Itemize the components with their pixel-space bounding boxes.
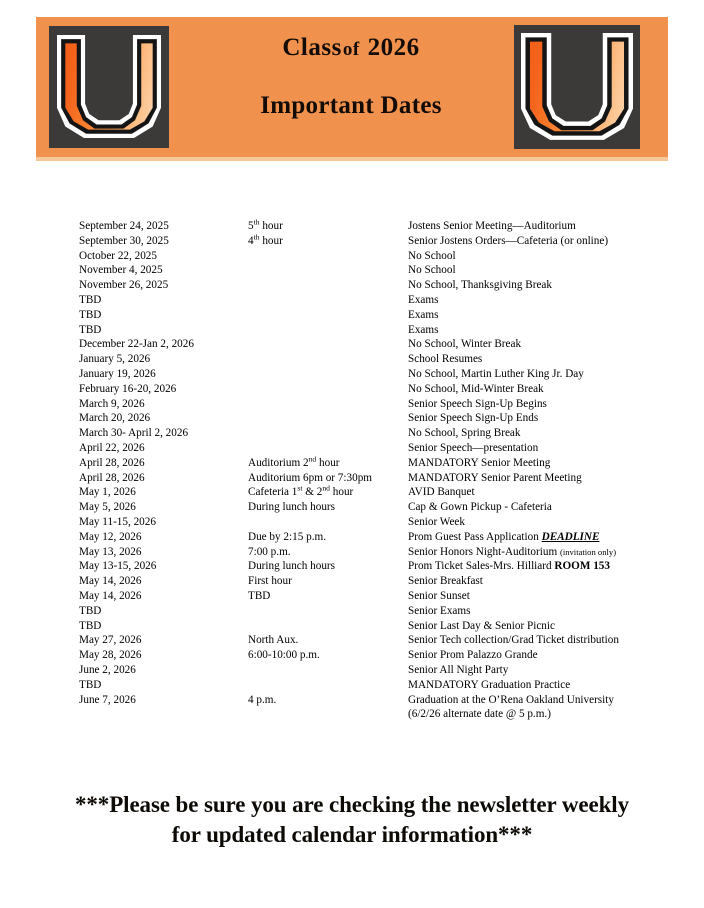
table-row <box>79 559 679 574</box>
cell-event: Prom Guest Pass Application DEADLINE <box>408 530 600 543</box>
table-row <box>79 515 679 530</box>
cell-time <box>248 352 408 367</box>
cell-event: MANDATORY Graduation Practice <box>408 678 571 691</box>
cell-event: Exams <box>408 323 439 336</box>
table-row <box>79 352 679 367</box>
event-note: (invitation only) <box>559 546 617 557</box>
cell-date: May 5, 2026 <box>79 501 136 514</box>
cell-event: No School <box>408 264 456 277</box>
cell-date: November 26, 2025 <box>79 279 169 292</box>
school-u-logo-left <box>49 26 169 148</box>
table-row <box>79 693 679 708</box>
cell-event: Exams <box>408 293 439 306</box>
cell-time: Cafeteria 1st & 2nd hour <box>248 483 354 499</box>
table-row <box>79 619 679 634</box>
table-row <box>79 663 679 678</box>
table-row <box>79 337 679 352</box>
cell-time <box>248 293 408 308</box>
footer-notice <box>0 790 704 850</box>
table-body <box>79 219 679 722</box>
cell-date: March 20, 2026 <box>79 412 151 425</box>
cell-time <box>248 263 408 278</box>
cell-date: January 5, 2026 <box>79 353 151 366</box>
cell-date: May 11-15, 2026 <box>79 515 156 528</box>
cell-date: May 27, 2026 <box>79 634 142 647</box>
cell-time <box>248 382 408 397</box>
cell-event: No School, Spring Break <box>408 427 521 440</box>
cell-event: Senior Prom Palazzo Grande <box>408 649 538 662</box>
table-row <box>79 678 679 693</box>
cell-time: Auditorium 2nd hour <box>248 454 340 469</box>
cell-event: Senior Sunset <box>408 589 470 602</box>
cell-event: No School, Thanksgiving Break <box>408 279 552 292</box>
cell-time <box>248 367 408 382</box>
cell-date: April 22, 2026 <box>79 441 145 454</box>
cell-date: April 28, 2026 <box>79 456 145 469</box>
cell-time <box>248 397 408 412</box>
cell-time <box>248 707 408 722</box>
block-u-graphic <box>521 33 633 141</box>
cell-date: January 19, 2026 <box>79 367 156 380</box>
cell-date: TBD <box>79 323 102 336</box>
table-row <box>79 249 679 264</box>
table-row <box>79 707 679 722</box>
cell-time <box>248 441 408 456</box>
deadline-emphasis: DEADLINE <box>541 530 600 543</box>
table-row <box>79 426 679 441</box>
table-row <box>79 308 679 323</box>
cell-time <box>248 678 408 693</box>
table-row <box>79 545 679 560</box>
cell-time: During lunch hours <box>248 560 336 573</box>
cell-event: No School, Martin Luther King Jr. Day <box>408 367 584 380</box>
cell-time <box>248 323 408 338</box>
cell-date: May 14, 2026 <box>79 575 142 588</box>
school-u-logo-right <box>514 25 640 149</box>
ordinal-suffix: th <box>253 217 260 227</box>
cell-date: May 13-15, 2026 <box>79 560 157 573</box>
table-row <box>79 278 679 293</box>
cell-time: 6:00-10:00 p.m. <box>248 649 320 662</box>
title-year: 2026 <box>367 34 420 61</box>
cell-date: May 14, 2026 <box>79 589 142 602</box>
cell-time: 5th hour <box>248 217 283 232</box>
cell-time: North Aux. <box>248 634 299 647</box>
cell-date: September 24, 2025 <box>79 220 169 232</box>
page-title-line2: Important Dates <box>260 92 442 119</box>
cell-date: February 16-20, 2026 <box>79 382 177 395</box>
cell-event: Graduation at the O’Rena Oakland University <box>408 693 614 706</box>
cell-event: Senior Last Day & Senior Picnic <box>408 619 555 632</box>
cell-date: March 30- April 2, 2026 <box>79 427 189 440</box>
table-row <box>79 648 679 663</box>
cell-time <box>248 249 408 264</box>
cell-event: Senior Week <box>408 515 465 528</box>
table-row <box>79 263 679 278</box>
cell-date: May 28, 2026 <box>79 649 142 662</box>
cell-time: 7:00 p.m. <box>248 545 291 558</box>
cell-date: October 22, 2025 <box>79 249 157 262</box>
footer-line-2: for updated calendar information*** <box>171 822 533 847</box>
table-row <box>79 574 679 589</box>
cell-event: Senior Speech Sign-Up Begins <box>408 397 547 410</box>
cell-time <box>248 619 408 634</box>
table-row <box>79 441 679 456</box>
table-row <box>79 367 679 382</box>
cell-event: Jostens Senior Meeting—Auditorium <box>408 220 576 232</box>
table-row <box>79 633 679 648</box>
cell-time: TBD <box>248 589 271 602</box>
cell-event: MANDATORY Senior Parent Meeting <box>408 471 582 484</box>
cell-date: TBD <box>79 293 102 306</box>
cell-date: May 1, 2026 <box>79 486 136 499</box>
cell-date: TBD <box>79 308 102 321</box>
cell-event: Prom Ticket Sales-Mrs. Hilliard ROOM 153 <box>408 560 610 573</box>
cell-event: No School, Mid-Winter Break <box>408 382 544 395</box>
table-row <box>79 500 679 515</box>
table-row <box>79 293 679 308</box>
cell-event: Senior Speech—presentation <box>408 441 539 454</box>
table-row <box>79 604 679 619</box>
room-number: ROOM 153 <box>554 560 610 573</box>
cell-event: AVID Banquet <box>408 486 475 499</box>
cell-event: No School <box>408 249 456 262</box>
table-row <box>79 323 679 338</box>
ordinal-suffix: nd <box>308 454 317 464</box>
page-title-line1 <box>186 31 516 67</box>
banner-bottom-rule <box>36 157 668 161</box>
cell-time: 4th hour <box>248 232 283 247</box>
cell-date: March 9, 2026 <box>79 397 145 410</box>
cell-time <box>248 278 408 293</box>
block-u-graphic <box>57 35 161 139</box>
footer-line-1: ***Please be sure you are checking the newsletter weekly <box>75 792 629 817</box>
cell-event: Exams <box>408 308 439 321</box>
cell-date: May 12, 2026 <box>79 530 142 543</box>
cell-date: June 2, 2026 <box>79 663 136 676</box>
table-row <box>79 411 679 426</box>
cell-time: Auditorium 6pm or 7:30pm <box>248 471 372 484</box>
cell-event: Senior All Night Party <box>408 663 509 676</box>
cell-date: June 7, 2026 <box>79 693 136 706</box>
table-row <box>79 234 679 249</box>
cell-time: 4 p.m. <box>248 693 277 706</box>
cell-date <box>79 707 248 722</box>
cell-time <box>248 426 408 441</box>
cell-event: Cap & Gown Pickup - Cafeteria <box>408 501 552 514</box>
cell-time: Due by 2:15 p.m. <box>248 530 326 543</box>
cell-time <box>248 604 408 619</box>
table-row <box>79 456 679 471</box>
table-row <box>79 471 679 486</box>
cell-time <box>248 411 408 426</box>
cell-date: April 28, 2026 <box>79 471 145 484</box>
title-of-word: of <box>342 39 360 60</box>
ordinal-suffix: st <box>297 483 303 493</box>
table-row <box>79 485 679 500</box>
table-row <box>79 530 679 545</box>
cell-event: Senior Exams <box>408 604 471 617</box>
cell-time <box>248 663 408 678</box>
cell-time <box>248 515 408 530</box>
cell-time: First hour <box>248 575 292 588</box>
cell-event: Senior Jostens Orders—Cafeteria (or online) <box>408 234 609 247</box>
title-class-word: Class <box>282 34 342 61</box>
cell-date: TBD <box>79 619 102 632</box>
cell-event: (6/2/26 alternate date @ 5 p.m.) <box>408 708 551 721</box>
cell-time <box>248 337 408 352</box>
header-banner <box>36 17 668 157</box>
cell-event: Senior Tech collection/Grad Ticket distribution <box>408 634 619 647</box>
cell-date: TBD <box>79 604 102 617</box>
cell-event: Senior Breakfast <box>408 575 483 588</box>
cell-date: May 13, 2026 <box>79 545 142 558</box>
cell-date: November 4, 2025 <box>79 264 163 277</box>
banner-title-group <box>186 31 516 121</box>
cell-event: No School, Winter Break <box>408 338 522 351</box>
cell-event: Senior Speech Sign-Up Ends <box>408 412 539 425</box>
ordinal-suffix: th <box>253 232 260 242</box>
cell-time: During lunch hours <box>248 501 336 514</box>
table-row <box>79 382 679 397</box>
cell-event: Senior Honors Night-Auditorium (invitation only) <box>408 545 617 558</box>
important-dates-table <box>79 219 679 722</box>
ordinal-suffix: nd <box>322 483 330 493</box>
table-row <box>79 219 679 234</box>
table-row <box>79 397 679 412</box>
cell-date: TBD <box>79 678 102 691</box>
cell-time <box>248 308 408 323</box>
cell-date: December 22-Jan 2, 2026 <box>79 338 194 351</box>
table-row <box>79 589 679 604</box>
cell-event: School Resumes <box>408 353 483 366</box>
cell-event: MANDATORY Senior Meeting <box>408 456 551 469</box>
cell-date: September 30, 2025 <box>79 234 169 247</box>
